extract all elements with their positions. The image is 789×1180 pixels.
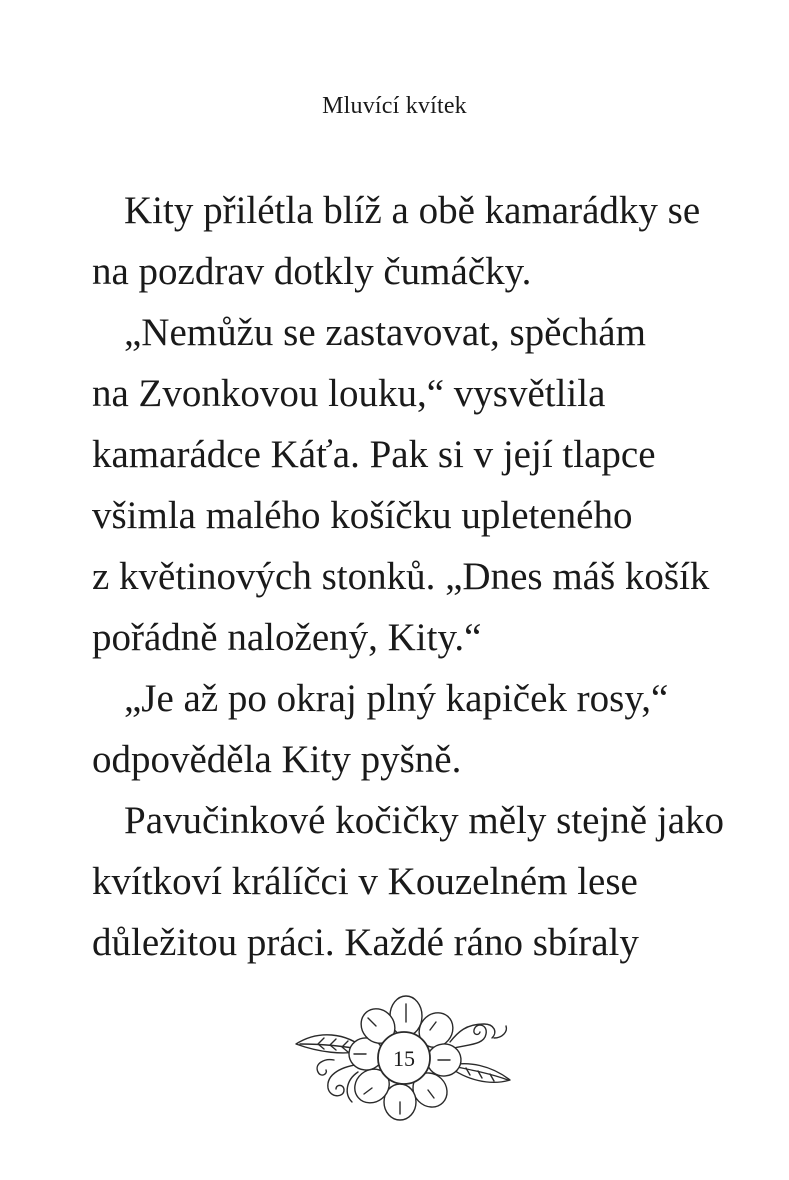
text-line: „Nemůžu se zastavovat, spěchám — [124, 311, 646, 354]
text-line: z květinových stonků. „Dnes máš košík — [92, 555, 710, 598]
body-text — [92, 180, 732, 973]
text-line: na Zvonkovou louku,“ vysvětlila — [92, 372, 606, 415]
text-line: důležitou práci. Každé ráno sbíraly — [92, 921, 639, 964]
text-line: odpověděla Kity pyšně. — [92, 738, 462, 781]
text-line: „Je až po okraj plný kapiček rosy,“ — [124, 677, 669, 720]
text-line: Pavučinkové kočičky měly stejně jako — [124, 799, 725, 842]
page-number: 15 — [393, 1046, 415, 1071]
text-line: pořádně naložený, Kity.“ — [92, 616, 482, 659]
text-line: na pozdrav dotkly čumáčky. — [92, 250, 532, 293]
text-line: Kity přilétla blíž a obě kamarádky se — [124, 189, 701, 232]
text-line: kamarádce Káťa. Pak si v její tlapce — [92, 433, 656, 476]
running-title: Mluvící kvítek — [322, 93, 467, 119]
text-line: kvítkoví králíčci v Kouzelném lese — [92, 860, 638, 903]
text-line: všimla malého košíčku upleteného — [92, 494, 633, 537]
